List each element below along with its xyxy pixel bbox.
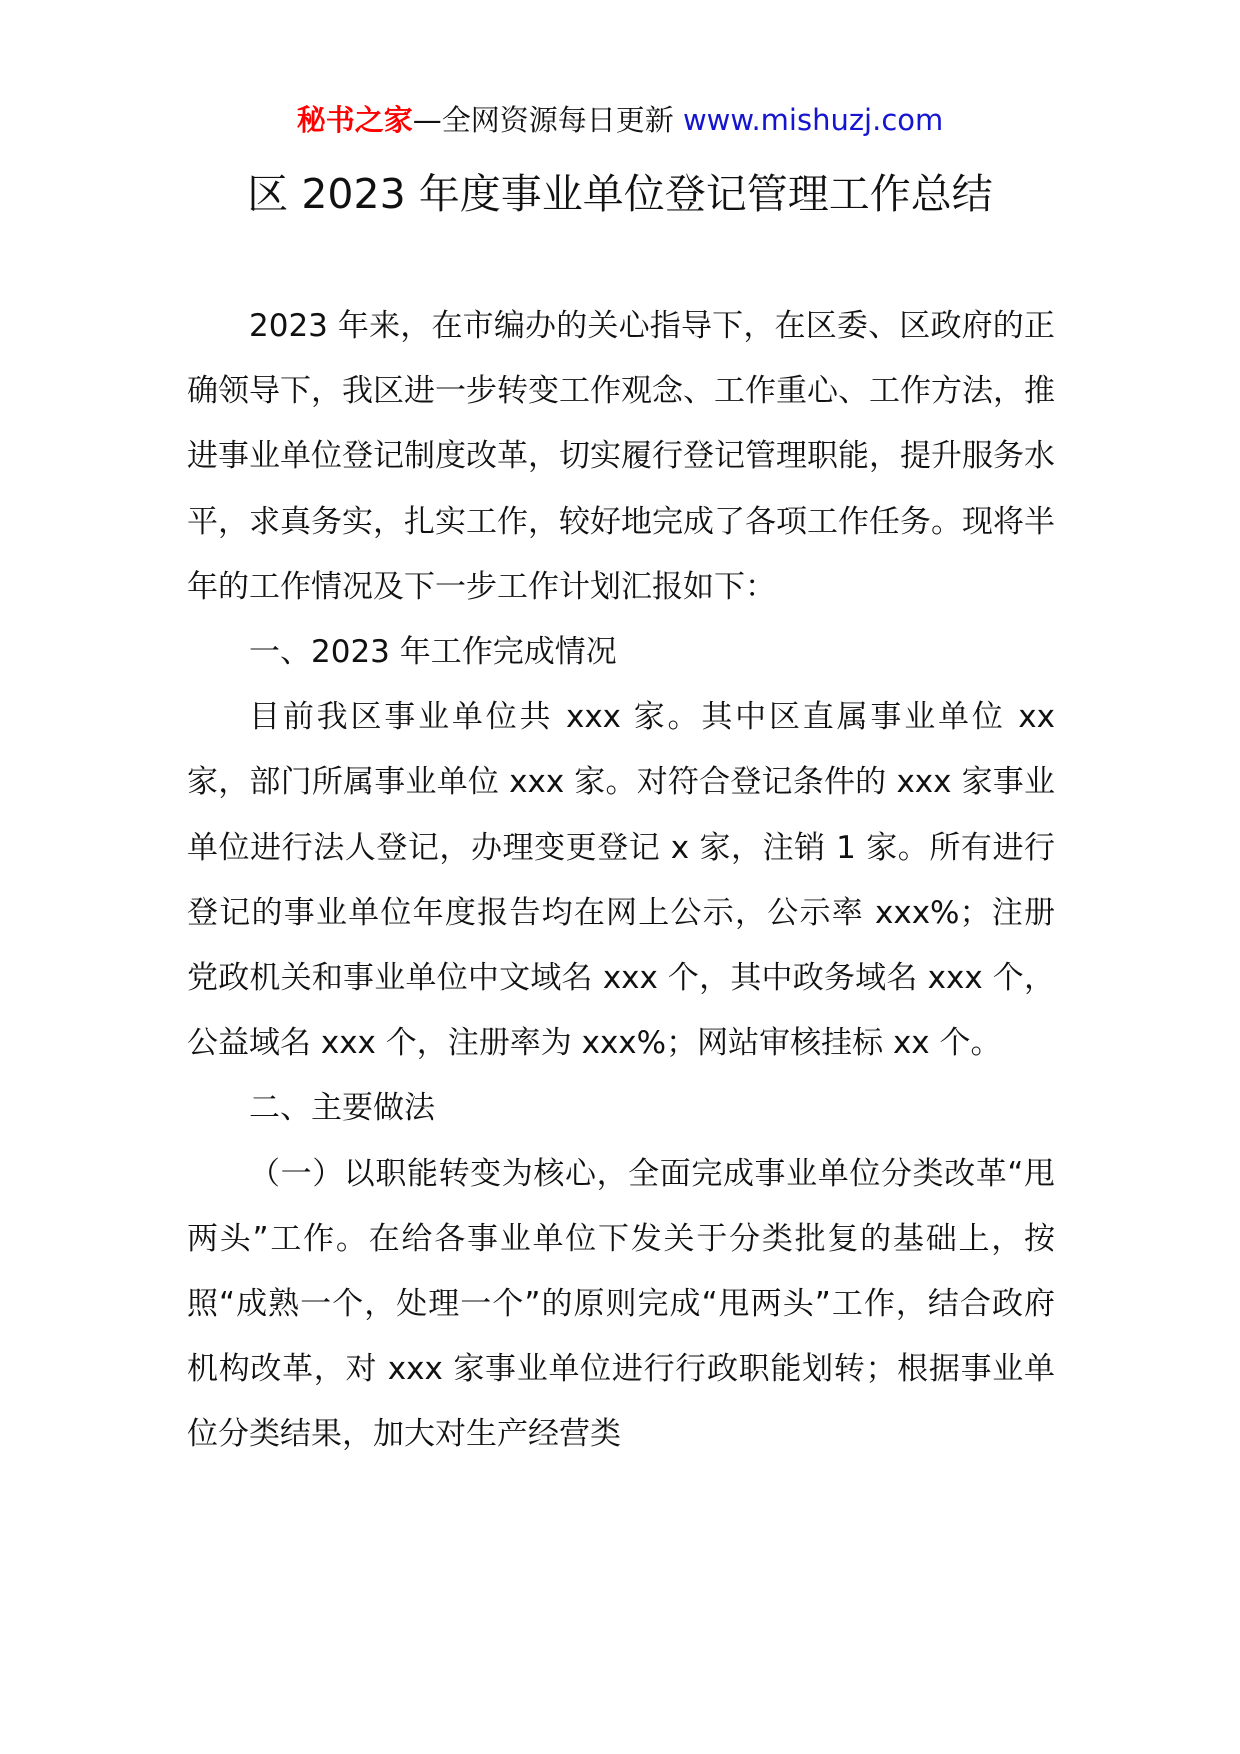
header-tagline: —全网资源每日更新 (412, 103, 683, 137)
subsection-1-paragraph: （一）以职能转变为核心，全面完成事业单位分类改革“甩两头”工作。在给各事业单位下发关于分类批复的基础上，按照“成熟一个，处理一个”的原则完成“甩两头”工作，结合政府机构改革，对 xxx 家事业单位进行行政职能划转；根据事业单位分类结果，加大对生产经营类 (187, 1155, 1055, 1453)
document-title: 区 2023 年度事业单位登记管理工作总结 (247, 170, 993, 218)
intro-paragraph: 2023 年来，在市编办的关心指导下，在区委、区政府的正确领导下，我区进一步转变工作观念、工作重心、工作方法，推进事业单位登记制度改革，切实履行登记管理职能，提升服务水平，求真务实，扎实工作，较好地完成了各项工作任务。现将半年的工作情况及下一步工作计划汇报如下： (187, 308, 1055, 605)
header-banner (0, 100, 1240, 140)
section-1-paragraph: 目前我区事业单位共 xxx 家。其中区直属事业单位 xx 家，部门所属事业单位 xxx 家。对符合登记条件的 xxx 家事业单位进行法人登记，办理变更登记 x 家，注销 1 家。所有进行登记的事业单位年度报告均在网上公示，公示率 xxx%；注册党政机关和事业单位中文域名 xxx 个，其中政务域名 xxx 个，公益域名 xxx 个，注册率为 xxx%；网站审核挂标 xx 个。 (187, 699, 1055, 1062)
site-url-link[interactable]: www.mishuzj.com (682, 103, 944, 137)
section-heading-2: 二、主要做法 (249, 1090, 435, 1127)
brand-name: 秘书之家 (296, 103, 413, 137)
section-heading-1: 一、2023 年工作完成情况 (249, 634, 617, 671)
document-body (187, 294, 1055, 1468)
